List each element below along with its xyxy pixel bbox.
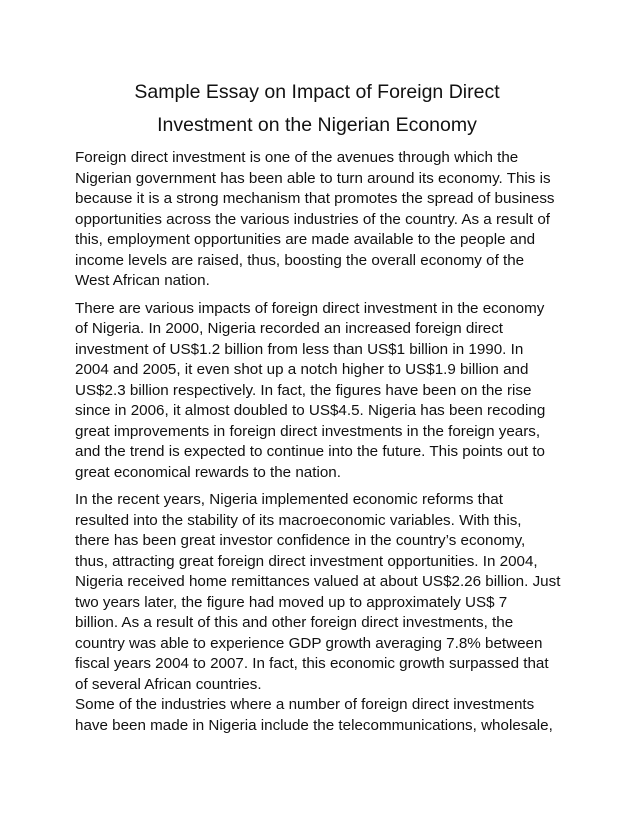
text-line: Nigerian government has been able to turn around its economy. This is: [75, 169, 551, 187]
text-line: billion. As a result of this and other foreign direct investments, the: [75, 614, 514, 631]
title-line-1: Sample Essay on Impact of Foreign Direct: [134, 81, 500, 103]
text-line: investment of US$1.2 billion from less than US$1 billion in 1990. In: [75, 340, 524, 358]
text-line: and the trend is expected to continue into the future. This points out to: [75, 443, 545, 460]
text-line: because it is a strong mechanism that promotes the spread of business: [75, 190, 555, 207]
text-line: of Nigeria. In 2000, Nigeria recorded an increased foreign direct: [75, 320, 504, 337]
text-line: of several African countries.: [75, 675, 262, 693]
text-line: fiscal years 2004 to 2007. In fact, this economic growth surpassed that: [75, 655, 549, 672]
text-line: since in 2006, it almost doubled to US$4.5. Nigeria has been recoding: [75, 402, 546, 419]
text-line: 2004 and 2005, it even shot up a notch higher to US$1.9 billion and: [75, 361, 529, 378]
paragraph-2: [75, 299, 575, 484]
text-line: have been made in Nigeria include the telecommunications, wholesale,: [75, 716, 553, 734]
text-line: In the recent years, Nigeria implemented economic reforms that: [75, 491, 503, 508]
text-line: US$2.3 billion respectively. In fact, the figures have been on the rise: [75, 381, 532, 399]
text-line: thus, attracting great foreign direct investment opportunities. In 2004,: [75, 552, 538, 570]
text-line: there has been great investor confidence in the country’s economy,: [75, 532, 526, 549]
text-line: great improvements in foreign direct investments in the foreign years,: [75, 422, 541, 440]
text-line: West African nation.: [75, 272, 210, 289]
paragraph-4: [75, 695, 575, 736]
text-line: There are various impacts of foreign direct investment in the economy: [75, 299, 545, 317]
text-line: great economical rewards to the nation.: [75, 463, 341, 481]
text-line: this, employment opportunities are made available to the people and: [75, 231, 536, 248]
text-line: Foreign direct investment is one of the avenues through which the: [75, 149, 519, 166]
text-line: country was able to experience GDP growth averaging 7.8% between: [75, 634, 543, 652]
title-line-2: Investment on the Nigerian Economy: [157, 114, 477, 136]
text-line: opportunities across the various industries of the country. As a result of: [75, 210, 550, 228]
paragraph-1: [75, 148, 575, 292]
document-body: [75, 148, 575, 736]
document-title: [75, 76, 559, 142]
text-line: resulted into the stability of its macroeconomic variables. With this,: [75, 511, 522, 529]
text-line: income levels are raised, thus, boosting the overall economy of the: [75, 251, 525, 269]
text-line: two years later, the figure had moved up to approximately US$ 7: [75, 593, 508, 611]
paragraph-3: [75, 490, 575, 695]
text-line: Some of the industries where a number of foreign direct investments: [75, 696, 535, 713]
text-line: Nigeria received home remittances valued at about US$2.26 billion. Just: [75, 573, 561, 590]
